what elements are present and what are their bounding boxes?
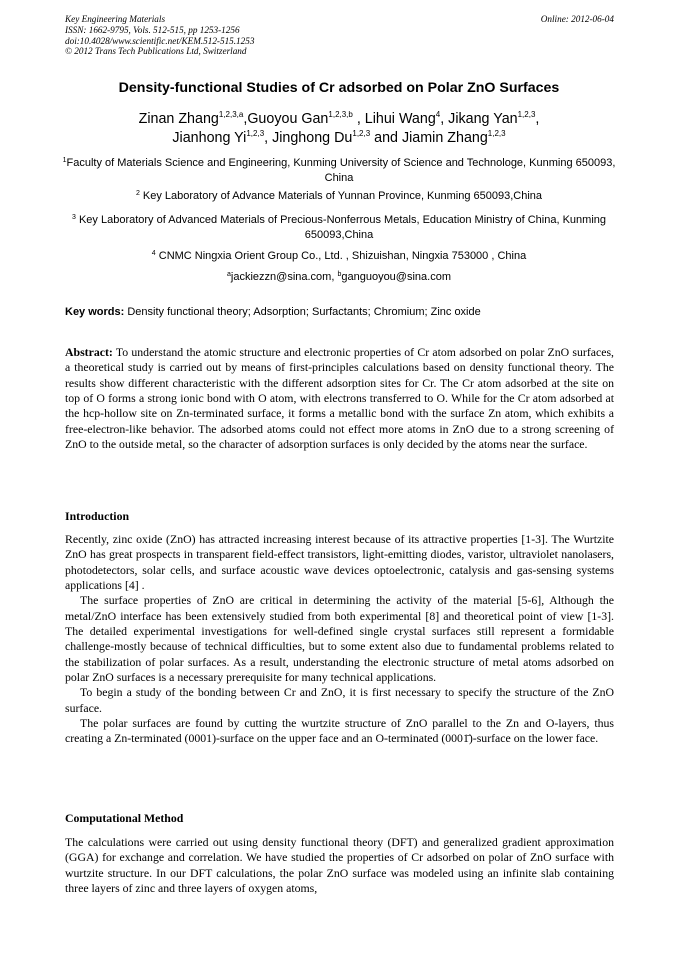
author-list: [60, 110, 618, 148]
issn-line: ISSN: 1662-9795, Vols. 512-515, pp 1253-1256: [65, 24, 240, 35]
author-affil-sup: 1,2,3,b: [328, 110, 353, 119]
computational-method-heading: Computational Method: [65, 811, 184, 825]
affiliation-2: [60, 189, 618, 204]
affiliation-number: 2: [135, 190, 140, 197]
affiliation-number: 1: [62, 157, 67, 164]
computational-method-body: [65, 835, 614, 896]
affiliation-1: [60, 156, 618, 186]
affiliation-4: [60, 249, 618, 264]
paragraph: The surface properties of ZnO are critical in determining the activity of the material [5-6], Although the metal/ZnO interface has been extensively studied from both experimental [8] and theoretical point of view [1-3]. The detailed experimental investigations for well-defined single crystal surfaces still represent a formidable challenge-mostly because of technical difficulties, but to some extent also due to fundamental problems related to the stabilization of polar surfaces. As a result, understanding the electronic structure of metal atoms adsorbed on polar ZnO surfaces is a necessary prerequisite for many technical applications.: [65, 593, 614, 685]
author-separator: ,: [535, 111, 540, 127]
introduction-body: [65, 532, 614, 747]
abstract: [65, 345, 614, 452]
affiliation-number: 4: [151, 250, 156, 257]
paper-title: Density-functional Studies of Cr adsorbed on Polar ZnO Surfaces: [118, 80, 560, 96]
keywords-text: Density functional theory; Adsorption; Surfactants; Chromium; Zinc oxide: [124, 306, 481, 318]
affiliation-text: Key Laboratory of Advanced Materials of Precious-Nonferrous Metals, Education Ministry of China, Kunming 650093,China: [75, 214, 606, 241]
paragraph: To begin a study of the bonding between Cr and ZnO, it is first necessary to specify the structure of the ZnO surface.: [65, 685, 614, 715]
email-b: ganguoyou@sina.com: [341, 271, 451, 283]
author-name: , Jikang Yan: [440, 111, 518, 127]
introduction-heading: Introduction: [65, 509, 130, 523]
author-name: Jianhong Yi: [172, 130, 247, 146]
author-name: Zinan Zhang: [138, 111, 219, 127]
abstract-text: To understand the atomic structure and electronic properties of Cr atom adsorbed on polar ZnO surfaces, a theoretical study is carried out by means of first-principles calculations based on density functional theory. The results show different characteristic with the different adsorption sites for Cr. The Cr atom adsorbed at the site on top of O forms a strong ionic bond with O atom, with electrons transferred to O. While for the Cr atom adsorbed at the hcp-hollow site on Zn-terminated surface, it forms a metallic bond with the surface Zn atom, which exhibits a free-electron-like behavior. The adsorbed atoms could not effect more atoms in ZnO due to a strong screening of ZnO to the outside metal, so the character of adsorption surfaces is only decided by the atoms near the surface.: [65, 345, 614, 452]
author-line-1: [60, 110, 618, 129]
journal-header: [65, 14, 254, 57]
author-affil-sup: 1,2,3: [246, 129, 265, 138]
online-date: Online: 2012-06-04: [540, 14, 614, 24]
paragraph: The polar surfaces are found by cutting the wurtzite structure of ZnO parallel to the Zn and O-layers, thus creating a Zn-terminated (0001)-surface on the upper face and an O-terminated (0001̄)-surface on the lower face.: [65, 716, 614, 746]
affiliation-text: Faculty of Materials Science and Engineering, Kunming University of Science and Technologe, Kunming 650093, China: [66, 157, 616, 184]
keywords-label: Key words:: [65, 306, 125, 318]
affiliation-text: Key Laboratory of Advance Materials of Yunnan Province, Kunming 650093,China: [139, 190, 543, 202]
author-affil-sup: 1,2,3: [352, 129, 371, 138]
doi-line: doi:10.4028/www.scientific.net/KEM.512-515.1253: [65, 35, 255, 46]
journal-name: Key Engineering Materials: [65, 14, 166, 24]
keywords: [65, 306, 615, 318]
author-emails: [60, 270, 618, 285]
abstract-label: Abstract:: [65, 345, 113, 359]
affiliation-text: CNMC Ningxia Orient Group Co., Ltd. , Shizuishan, Ningxia 753000 , China: [155, 250, 527, 262]
author-name: and Jiamin Zhang: [370, 130, 488, 146]
author-name: ,Guoyou Gan: [243, 111, 329, 127]
email-marker: a: [227, 271, 231, 278]
author-affil-sup: 1,2,3: [487, 129, 506, 138]
author-affil-sup: 4: [435, 110, 441, 119]
paragraph: The calculations were carried out using density functional theory (DFT) and generalized gradient approximation (GGA) for exchange and correlation. We have studied the properties of Cr adsorbed on polar of ZnO surface with wurtzite structure. In our DFT calculations, the polar ZnO surface was modeled using an infinite slab containing three layers of zinc and three layers of oxygen atoms,: [65, 835, 614, 896]
copyright-line: © 2012 Trans Tech Publications Ltd, Switzerland: [65, 46, 247, 57]
author-name: , Jinghong Du: [264, 130, 353, 146]
author-affil-sup: 1,2,3: [517, 110, 536, 119]
affiliation-3: [60, 213, 618, 243]
author-name: , Lihui Wang: [352, 111, 436, 127]
paragraph: Recently, zinc oxide (ZnO) has attracted increasing interest because of its attractive properties [1-3]. The Wurtzite ZnO has great prospects in transparent field-effect transistors, light-emitting diodes, varistor, ultraviolet nanolasers, photodetectors, solar cells, and surface acoustic wave devices optoelectronic, catalysis and gas-sensing systems applications [4] .: [65, 532, 614, 593]
email-a: jackiezzn@sina.com,: [230, 271, 338, 283]
email-marker: b: [337, 271, 342, 278]
author-affil-sup: 1,2,3,a: [218, 110, 244, 119]
affiliation-number: 3: [72, 214, 76, 221]
author-line-2: [60, 129, 618, 148]
